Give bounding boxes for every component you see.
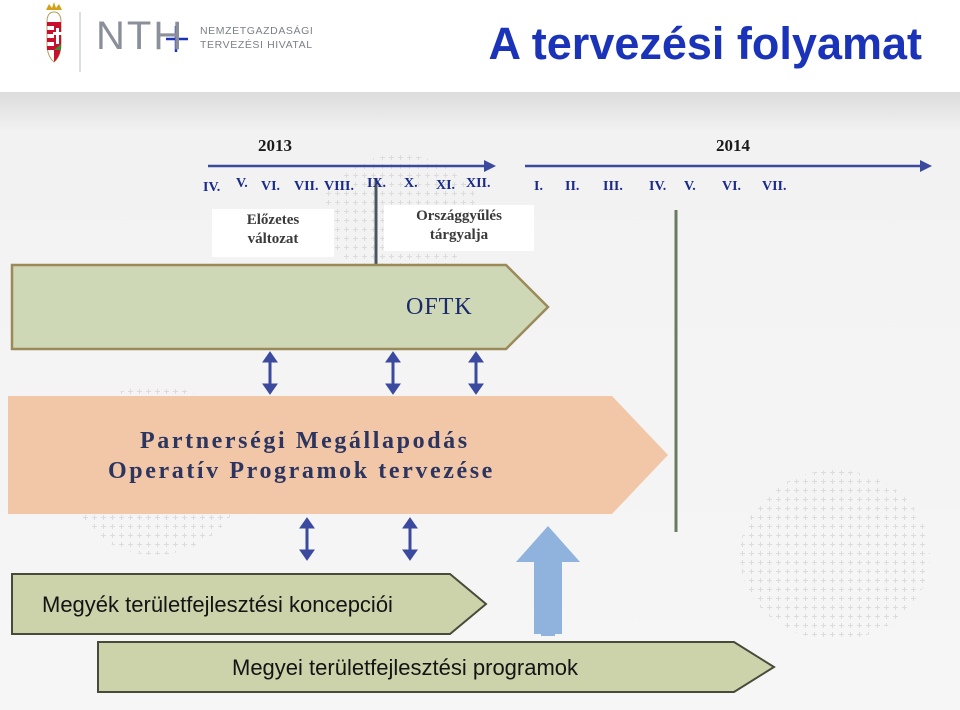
page-title: A tervezési folyamat [488,18,922,69]
org-line-2: TERVEZÉSI HIVATAL [200,39,313,51]
year-2013: 2013 [258,136,292,155]
month-label: VI. [722,179,742,194]
org-line-1: NEMZETGAZDASÁGI [200,25,314,37]
month-label: VII. [294,179,319,194]
month-label: VIII. [324,179,354,194]
month-label: II. [565,179,580,194]
box-line: tárgyalja [429,227,489,243]
upward-arrow [516,526,580,634]
month-label: VII. [762,179,787,194]
month-label: XI. [436,178,456,193]
month-label: XII. [466,176,491,191]
box-line: változat [247,231,299,247]
orszaggyules-box [384,205,534,251]
month-label: I. [534,179,543,194]
month-label: IX. [367,176,387,191]
bidirectional-arrow [300,518,314,560]
month-label: IV. [649,179,667,194]
megyei-label: Megyei területfejlesztési programok [232,655,579,680]
bidirectional-arrow [469,352,483,394]
decorative-cross-pattern [740,470,930,640]
partnerseg-line-2: Operatív Programok tervezése [108,458,495,484]
month-label: V. [684,179,696,194]
box-line: Előzetes [246,212,300,228]
nth-logo-text: NTH [96,14,185,58]
timeline-arrow-2014 [525,160,932,172]
month-label: V. [236,176,248,191]
bidirectional-arrow [386,352,400,394]
month-label: X. [404,176,418,191]
box-line: Országgyűlés [416,208,502,224]
partnerseg-label [108,426,495,486]
oftk-label: OFTK [406,294,473,320]
month-label: III. [603,179,623,194]
year-2014: 2014 [716,136,750,155]
month-label: IV. [203,180,221,195]
partnerseg-line-1: Partnerségi Megállapodás [140,428,470,454]
megyek-label: Megyék területfejlesztési koncepciói [42,592,393,617]
elozetes-valtozat-box [212,209,334,257]
month-label: VI. [261,179,281,194]
bidirectional-arrow [263,352,277,394]
bidirectional-arrow [403,518,417,560]
